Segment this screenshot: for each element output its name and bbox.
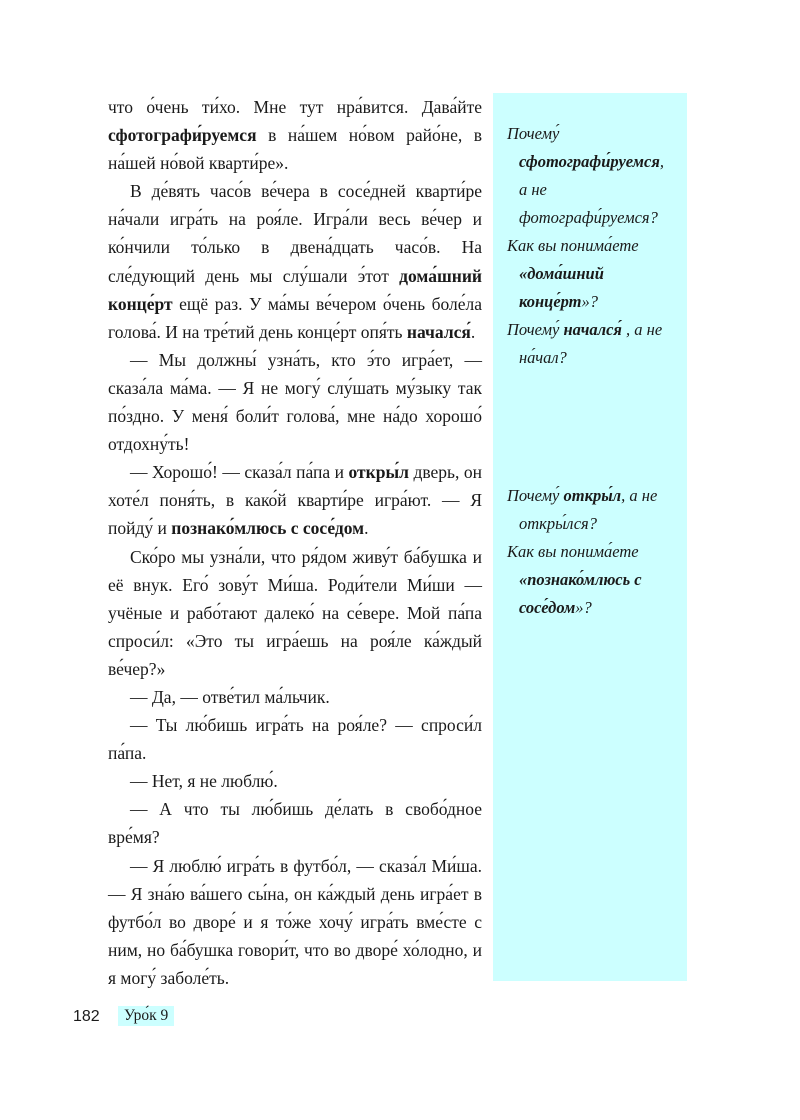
page-number: 182 (73, 1008, 100, 1025)
question-2: Как вы понима́ете «дома́шний конце́рт»? (507, 236, 639, 311)
paragraph-3: — Мы должны́ узна́ть, кто э́то игра́ет, — сказа́ла ма́ма. — Я не могу́ слу́шать му́зыку так по́здно. У меня́ боли́т голова́, мне на́до хорошо́ отдохну́ть! (108, 349, 482, 455)
main-text (108, 93, 482, 992)
paragraph-8: — Нет, я не люблю́. (130, 771, 278, 792)
paragraph-1: что о́чень ти́хо. Мне тут нра́вится. Дава́йте сфотографи́руемся в на́шем но́вом райо́не, в на́шей но́вой кварти́ре». (108, 97, 482, 174)
paragraph-9: — А что ты лю́бишь де́лать в свобо́дное вре́мя? (108, 799, 482, 848)
question-5: Как вы понима́ете «познако́млюсь с сосе́дом»? (507, 542, 642, 617)
paragraph-2: В де́вять часо́в ве́чера в сосе́дней кварти́ре на́чали игра́ть на роя́ле. Игра́ли весь ве́чер и ко́нчили то́лько в двена́дцать часо́в. На сле́дующий день мы слу́шали э́тот дома́шний конце́рт ещё раз. У ма́мы ве́чером о́чень боле́ла голова́. И на тре́тий день конце́рт опя́ть начался́. (108, 181, 482, 342)
paragraph-4: — Хорошо́! — сказа́л па́па и откры́л дверь, он хоте́л поня́ть, в како́й кварти́ре игра́ют. — Я пойду́ и познако́млюсь с сосе́дом. (108, 462, 482, 539)
margin-questions (507, 120, 682, 622)
question-3: Почему́ начался́ , а не на́чал? (507, 320, 663, 367)
question-4: Почему́ откры́л, а не откры́лся? (507, 486, 658, 533)
lesson-label: Уро́к 9 (118, 1006, 174, 1026)
paragraph-10: — Я люблю́ игра́ть в футбо́л, — сказа́л Ми́ша. — Я зна́ю ва́шего сы́на, он ка́ждый день игра́ет в футбо́л во дворе́ и я то́же хочу́ игра́ть вме́сте с ним, но ба́бушка говори́т, что во дворе́ хо́лодно, и я могу́ заболе́ть. (108, 855, 482, 988)
spacer (507, 372, 682, 482)
paragraph-5: Ско́ро мы узна́ли, что ря́дом живу́т ба́бушка и её внук. Его́ зову́т Ми́ша. Роди́тели Ми́ши — учёные и рабо́тают далеко́ на се́вере. Мой па́па спроси́л: «Это ты игра́ешь на роя́ле ка́ждый ве́чер?» (108, 546, 482, 679)
paragraph-6: — Да, — отве́тил ма́льчик. (130, 686, 330, 707)
question-1: Почему́ сфотографи́руемся, а не фотографи́руемся? (507, 124, 664, 227)
paragraph-7: — Ты лю́бишь игра́ть на роя́ле? — спроси́л па́па. (108, 715, 482, 764)
